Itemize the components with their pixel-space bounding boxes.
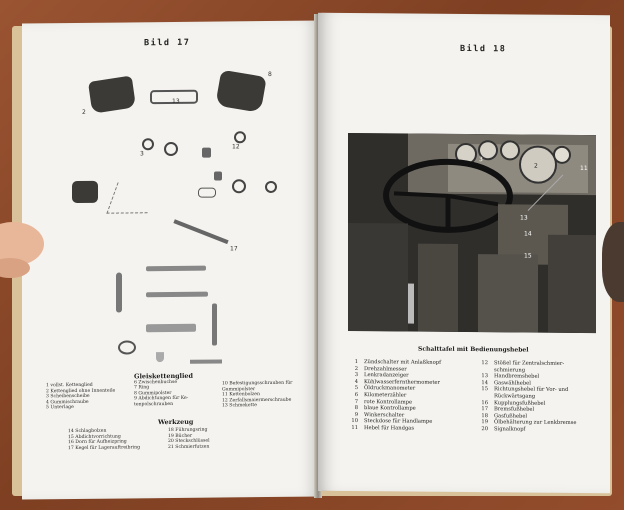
- legend-line: 20 Steckschlüssel: [168, 438, 210, 445]
- legend-line: 5 Unterlage: [46, 405, 74, 411]
- left-page-title: Bild 17: [144, 37, 191, 49]
- legend-line: 1 vollst. Kettenglied: [46, 382, 93, 389]
- ring-part: [234, 131, 246, 143]
- legend-line: 4 Gummischraube: [46, 399, 89, 406]
- legend-line: 12 Zerfallsmaiermerschraube: [222, 397, 292, 404]
- list-item: 2 Drehzahlmesser: [354, 365, 407, 373]
- legend-line: 9 Abdichtungen für Ke-: [134, 396, 189, 402]
- legend-left: [46, 383, 115, 412]
- part-number: 12: [232, 143, 240, 151]
- punch-tool: [116, 273, 122, 313]
- dashboard-photo: [348, 133, 596, 333]
- grease-nipple-tool: [190, 359, 222, 363]
- legend-line: 6 Zwischenbuchse: [134, 379, 178, 385]
- list-item: 7 rote Kontrollampe: [354, 398, 413, 406]
- list-item: 12 Stößel für Zentralschmier-: [481, 360, 565, 367]
- legend-line: Gummipolster: [222, 386, 256, 393]
- legend-mid: [134, 371, 193, 408]
- list-item: 9 Winkerschalter: [354, 411, 405, 419]
- part-number: 13: [172, 97, 180, 105]
- ring-part: [198, 188, 216, 198]
- part-number: 3: [140, 150, 144, 158]
- legend-line: 3 Scheibenscheibe: [46, 394, 90, 400]
- section-heading-tools: Werkzeug: [158, 417, 194, 427]
- controls-list-right: [478, 360, 576, 433]
- right-page: [318, 13, 610, 494]
- list-item: 11 Hebel für Handgas: [351, 424, 415, 432]
- legend-right: [222, 381, 292, 410]
- cone-tool: [156, 352, 164, 362]
- legend-line: 17 Kegel für Lagerauftreibring: [68, 445, 141, 451]
- list-item: 18 Gasfußhebel: [481, 412, 528, 420]
- track-link-part: [88, 76, 136, 114]
- track-link-part: [215, 70, 267, 113]
- legend-line: 2 Kettenglied ohne Innenteile: [46, 388, 116, 394]
- list-item: 8 blaue Kontrollampe: [354, 405, 416, 412]
- legend-line: 15 Abdichtvorrichtung: [68, 434, 121, 440]
- legend-line: 10 Befestigungsschrauben für: [222, 380, 293, 387]
- legend-line: 18 Führungsring: [168, 427, 208, 434]
- sleeve-tool: [146, 324, 196, 333]
- rubber-pad-part: [72, 181, 98, 203]
- list-item: 13 Handbremshebel: [481, 373, 540, 380]
- list-item: schmierung: [494, 366, 526, 374]
- controls-list-left: [348, 359, 441, 432]
- guide-ring-tool: [118, 340, 136, 354]
- list-item: 16 Kupplungsfußhebel: [481, 399, 546, 407]
- legend-line: 13 Schmekette: [222, 403, 257, 409]
- left-page: [22, 20, 320, 499]
- drift-tool: [146, 266, 206, 272]
- part-number: 17: [230, 245, 238, 253]
- legend-line: 16 Dorn für Aufheizpring: [68, 439, 127, 446]
- photo-label: 14: [524, 230, 532, 238]
- right-page-title: Bild 18: [460, 43, 507, 55]
- legend-line: 7 Ring: [134, 385, 150, 391]
- part-number: 2: [82, 108, 86, 116]
- ring-part: [265, 181, 277, 193]
- drift-tool: [146, 292, 208, 298]
- list-item: 17 Bremsfußhebel: [481, 406, 535, 413]
- track-pin-part: [173, 219, 228, 244]
- list-item: 15 Richtungshebel für Vor- und: [481, 386, 569, 394]
- legend-line: 11 Kettenbolzen: [222, 392, 260, 398]
- photo-caption: Schalttafel mit Bedienungshebel: [418, 345, 529, 354]
- list-item: 14 Gaswählhebel: [481, 379, 531, 387]
- photo-label: 11: [580, 165, 588, 173]
- socket-wrench-tool: [212, 304, 217, 346]
- ring-part: [142, 138, 154, 150]
- list-item: 6 Kilometerzähler: [354, 392, 407, 399]
- dashboard-photo-drawing: [348, 133, 596, 333]
- section-heading-track-link: Gleiskettenglied: [134, 371, 193, 381]
- legend-line: 19 Bücher: [168, 433, 193, 439]
- photo-label: 15: [524, 252, 532, 260]
- legend-line: 8 Gummipolster: [134, 390, 172, 397]
- list-item: 1 Zündschalter mit Anlaßknopf: [354, 359, 442, 366]
- photo-label: 2: [534, 162, 538, 170]
- legend-line: 21 Schmierfutzen: [168, 444, 210, 450]
- list-item: 4 Kühlwasserfernthermometer: [354, 378, 440, 386]
- list-item: 19 Ölbehälterung zur Lenkbremse: [481, 419, 577, 427]
- bolt-parts-group: [106, 182, 158, 214]
- legend-line: tenpolschrauben: [134, 401, 174, 408]
- list-item: 10 Steckdose für Handlampe: [351, 418, 433, 426]
- photo-label: 3: [479, 156, 483, 164]
- ring-part: [232, 179, 246, 193]
- tools-legend-left: [68, 428, 140, 451]
- bushing-part: [214, 171, 222, 180]
- tools-legend-right: [168, 428, 210, 451]
- list-item: 5 Öldruckmanometer: [354, 385, 416, 392]
- right-thumb: [602, 222, 624, 302]
- bushing-part: [202, 148, 211, 158]
- list-item: 3 Lenkradanzeiger: [354, 372, 409, 379]
- legend-line: 14 Schlagbolzen: [68, 428, 107, 435]
- list-item: 20 Signalknopf: [481, 426, 526, 433]
- photo-label: 13: [520, 214, 528, 222]
- part-number: 8: [268, 70, 272, 78]
- list-item: Rückwärtsgang: [494, 393, 536, 400]
- ring-part: [164, 142, 178, 156]
